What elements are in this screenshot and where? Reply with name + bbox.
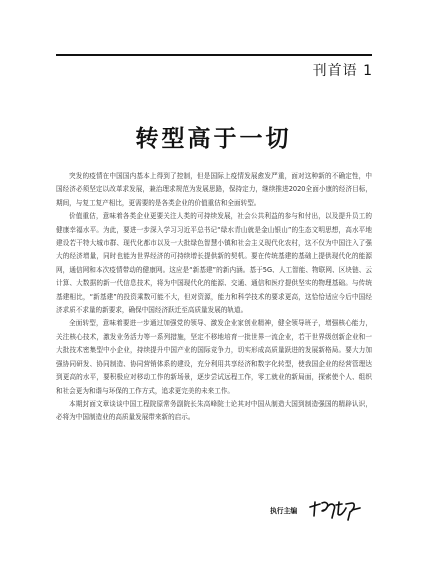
paragraph: 全面转型，意味着要进一步通过加强党的领导、激发企业家创业精神，健全领导班子，增强核心能力，关注核心技术，激发业务活力等一系列措施，坚定不移地培育一批世界一流企业，若干世界级创新企业和一大批技术密集型中小企业，持续提升中国产业的国际竞争力，切实形成高质量跃进的发展新格局。要大力加强协同研发、协同制造、协同营销体系的建设，充分利用共享经济和数字化转型，使我国企业的经营管理达到更高的水平，要积极应对移动工作的新场景，逐步尝试远程工作，零工就业的新局面，探索使个人、组织和社会更为和谐与环保的工作方式，追求更完美的未来工作。 [56, 319, 372, 395]
article-title: 转型高于一切 [135, 126, 292, 152]
signature-label: 执行主编 [270, 507, 298, 515]
paragraph: 价值重估，意味着各类企业更要关注人类的可持续发展，社会公共利益的参与和付出，以及提升员工的健康幸福水平。为此，要进一步深入学习习近平总书记“绿水青山就是金山银山”的生态文明思想，高水平地建设若干特大城市群、现代化都市以及一大批绿色智慧小镇和社会主义现代化农村，这不仅为中国注入了强大的经济增量，同时也能为世界经济的可持续增长提供新的契机。要在传统基建的基础上提供现代化的能源网，通信网和本次疫情带动的健康网。这应是“新基建”的新内涵。基于5G、人工智能、物联网、区块链、云计算、大数据的新一代信息技术，将为中国现代化的能源、交通、通信和医疗提供坚实的物理基础。与传统基建相比，“新基建”的投资乘数可能不大，但对资源，能力和科学技术的要求更高，这恰恰适应今后中国经济求质不求量的新要求，确保中国经济跃迁至高质量发展的轨道。 [56, 212, 372, 315]
header-rule [56, 54, 372, 56]
handwritten-signature [306, 498, 366, 522]
article-body [56, 170, 372, 425]
signature-block [270, 498, 380, 522]
paragraph: 本期封面文章谈谈中国工程院原常务副院长朱高峰院士论其对中国从制造大国到制造强国的精辟认识，必将为中国制造业的高质量发展带来新的启示。 [56, 399, 372, 422]
section-label: 刊首语 1 [312, 63, 373, 79]
paragraph: 突发的疫情在中国国内基本上得到了控制，但是国际上疫情发展愈发严重，面对这种新的不确定性，中国经济必须坚定以改革求发展，兼治理求规范为发展思路，保持定力，继续推进2020全面小康的经济目标，期间，与复工复产相比，更需要的是各类企业的价值重估和全面转型。 [56, 172, 372, 207]
